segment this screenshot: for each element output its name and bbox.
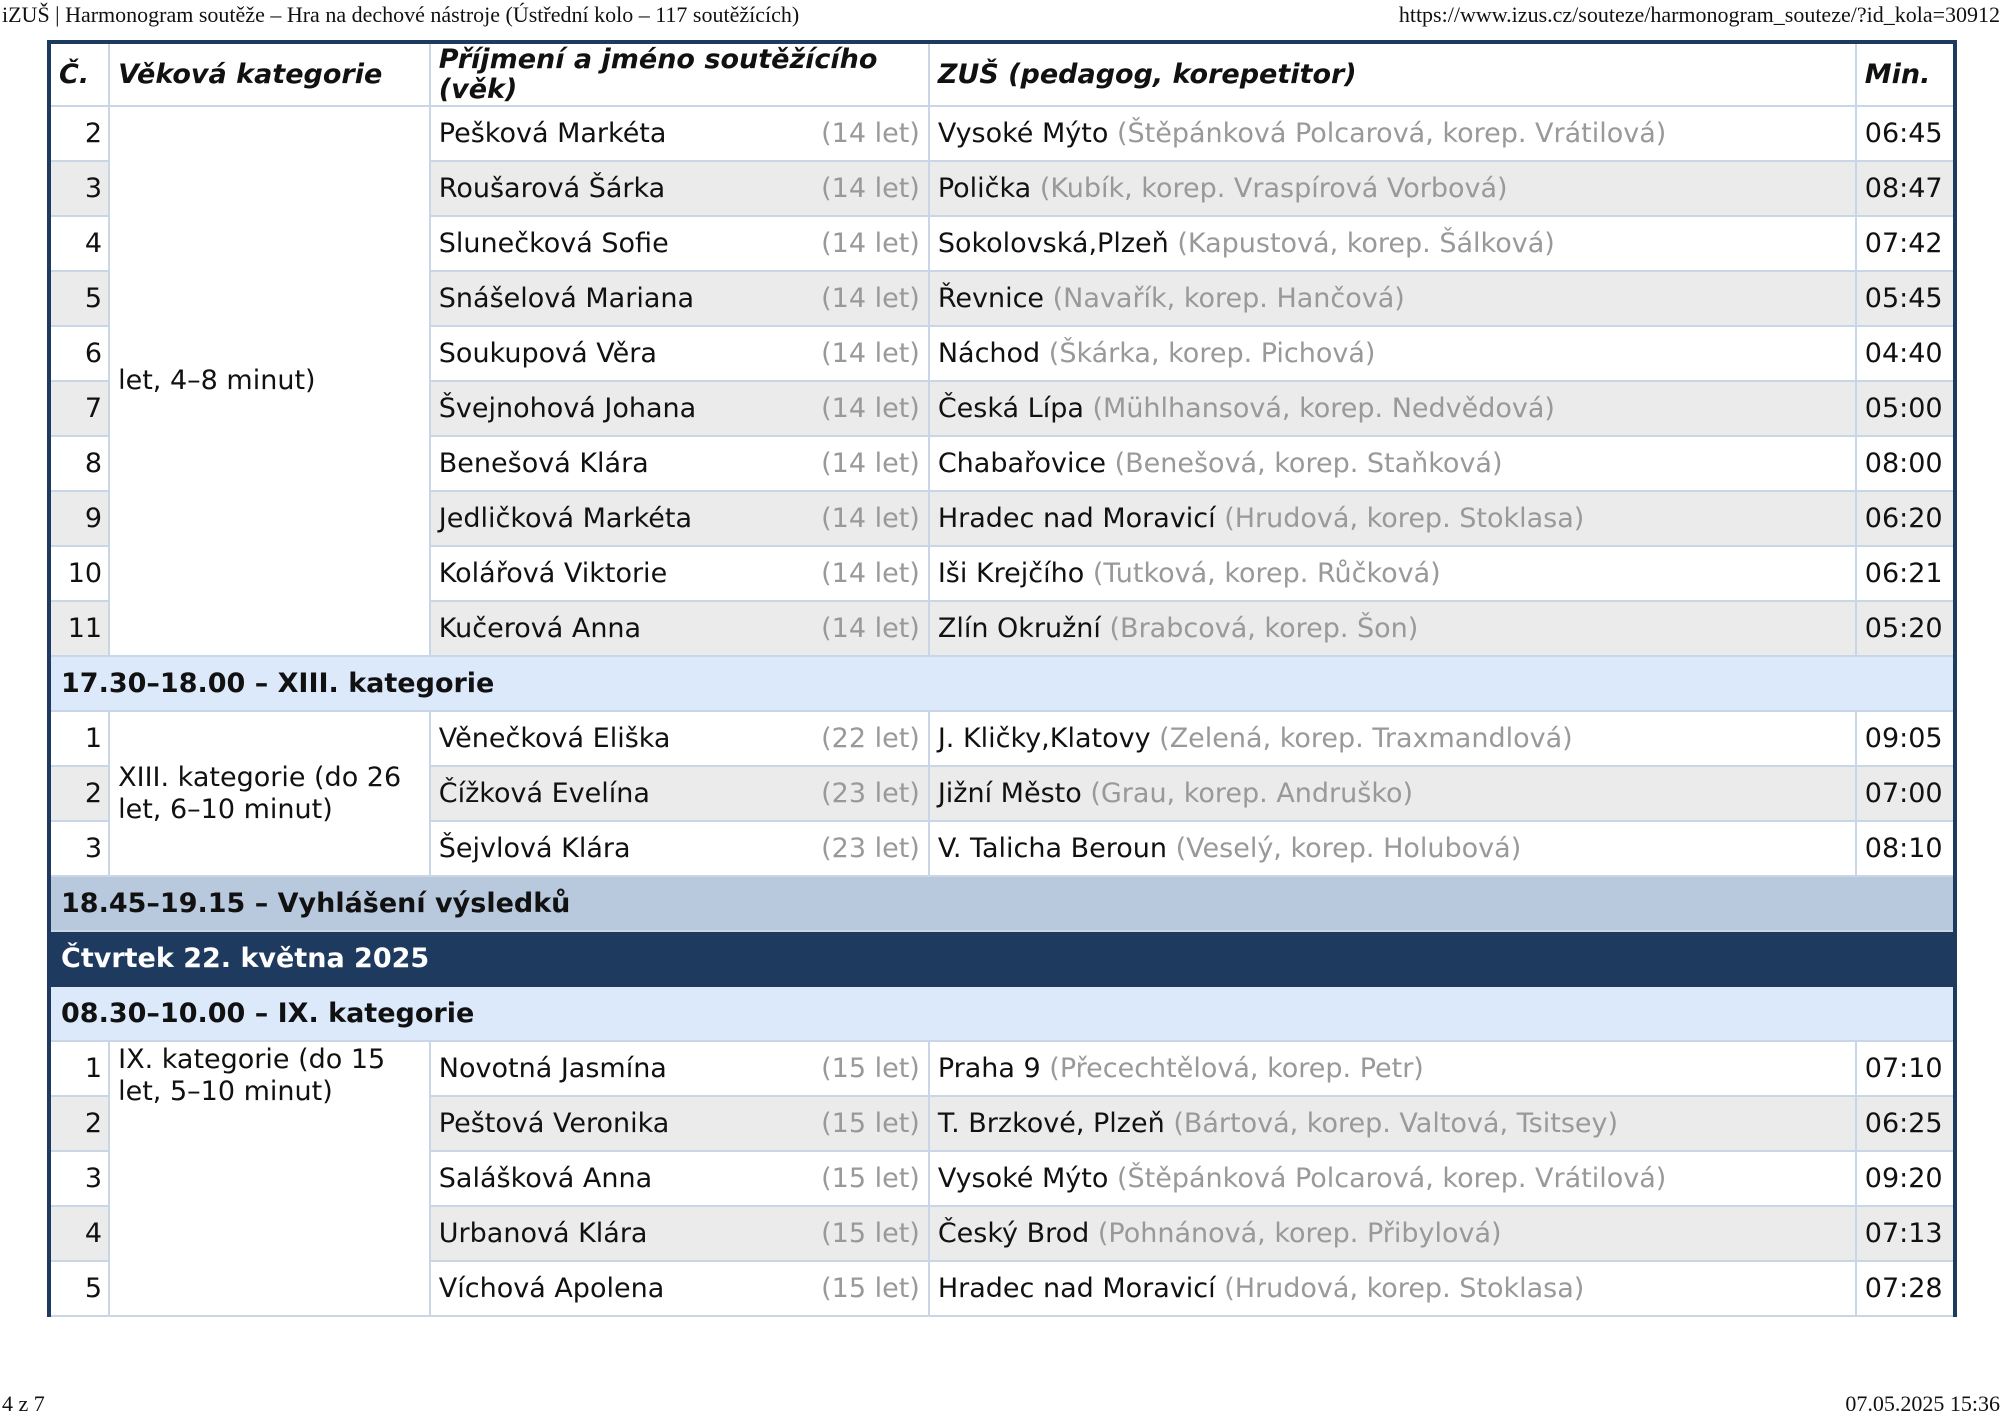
contestant-name: Novotná Jasmína	[438, 1053, 667, 1084]
print-footer	[0, 1392, 2000, 1416]
results-announcement: 18.45–19.15 – Vyhlášení výsledků	[51, 876, 1953, 931]
header-name: Příjmení a jméno soutěžícího (věk)	[430, 44, 929, 106]
duration: 05:00	[1856, 381, 1953, 436]
age-category: IX. kategorie (do 15 let, 5–10 minut)	[109, 1041, 430, 1316]
duration: 08:00	[1856, 436, 1953, 491]
contestant-age: (14 let)	[821, 503, 920, 534]
school-cell	[929, 161, 1856, 216]
contestant-name: Soukupová Věra	[438, 338, 657, 369]
row-number: 11	[51, 601, 109, 656]
teachers: (Grau, korep. Andruško)	[1090, 778, 1414, 809]
duration: 06:45	[1856, 106, 1953, 161]
school-name: Náchod	[937, 338, 1041, 369]
contestant-name: Čížková Evelína	[438, 778, 650, 809]
contestant-name: Víchová Apolena	[438, 1273, 665, 1304]
teachers: (Škárka, korep. Pichová)	[1048, 338, 1376, 369]
contestant-cell	[430, 1151, 929, 1206]
contestant-age: (14 let)	[821, 613, 920, 644]
row-number: 9	[51, 491, 109, 546]
contestant-cell	[430, 1041, 929, 1096]
duration: 09:20	[1856, 1151, 1953, 1206]
school-cell	[929, 326, 1856, 381]
row-number: 2	[51, 106, 109, 161]
school-name: Český Brod	[937, 1218, 1090, 1249]
contestant-age: (14 let)	[821, 283, 920, 314]
duration: 05:45	[1856, 271, 1953, 326]
contestant-age: (15 let)	[821, 1163, 920, 1194]
school-cell	[929, 546, 1856, 601]
table-row	[51, 1041, 1953, 1096]
contestant-age: (14 let)	[821, 448, 920, 479]
contestant-cell	[430, 491, 929, 546]
row-number: 3	[51, 161, 109, 216]
school-cell	[929, 106, 1856, 161]
contestant-age: (15 let)	[821, 1273, 920, 1304]
schedule-table	[51, 44, 1953, 1317]
contestant-cell	[430, 216, 929, 271]
teachers: (Veselý, korep. Holubová)	[1175, 833, 1522, 864]
duration: 07:00	[1856, 766, 1953, 821]
school-name: Chabařovice	[937, 448, 1106, 479]
school-cell	[929, 491, 1856, 546]
contestant-name: Věnečková Eliška	[438, 723, 671, 754]
section-heading-row	[51, 986, 1953, 1041]
contestant-name: Benešová Klára	[438, 448, 649, 479]
contestant-cell	[430, 601, 929, 656]
contestant-age: (14 let)	[821, 173, 920, 204]
contestant-age: (23 let)	[821, 778, 920, 809]
contestant-age: (15 let)	[821, 1218, 920, 1249]
teachers: (Pohnánová, korep. Přibylová)	[1097, 1218, 1502, 1249]
duration: 08:47	[1856, 161, 1953, 216]
header-category: Věková kategorie	[109, 44, 430, 106]
row-number: 4	[51, 1206, 109, 1261]
school-name: V. Talicha Beroun	[937, 833, 1168, 864]
contestant-name: Kolářová Viktorie	[438, 558, 668, 589]
contestant-cell	[430, 1261, 929, 1316]
table-header-row	[51, 44, 1953, 106]
teachers: (Brabcová, korep. Šon)	[1109, 613, 1419, 644]
print-datetime: 07.05.2025 15:36	[1845, 1391, 2000, 1416]
contestant-name: Snášelová Mariana	[438, 283, 695, 314]
contestant-cell	[430, 106, 929, 161]
teachers: (Zelená, korep. Traxmandlová)	[1159, 723, 1573, 754]
row-number: 3	[51, 1151, 109, 1206]
duration: 07:28	[1856, 1261, 1953, 1316]
header-min: Min.	[1856, 44, 1953, 106]
duration: 07:10	[1856, 1041, 1953, 1096]
duration: 07:42	[1856, 216, 1953, 271]
row-number: 3	[51, 821, 109, 876]
row-number: 1	[51, 1041, 109, 1096]
school-cell	[929, 436, 1856, 491]
school-name: J. Kličky,Klatovy	[937, 723, 1151, 754]
row-number: 6	[51, 326, 109, 381]
school-name: T. Brzkové, Plzeň	[937, 1108, 1165, 1139]
school-name: Polička	[937, 173, 1032, 204]
duration: 07:13	[1856, 1206, 1953, 1261]
contestant-age: (15 let)	[821, 1053, 920, 1084]
teachers: (Bártová, korep. Valtová, Tsitsey)	[1173, 1108, 1619, 1139]
print-header	[0, 0, 2000, 30]
school-cell	[929, 1041, 1856, 1096]
contestant-name: Jedličková Markéta	[438, 503, 692, 534]
school-name: Sokolovská,Plzeň	[937, 228, 1169, 259]
teachers: (Hrudová, korep. Stoklasa)	[1224, 1273, 1585, 1304]
contestant-age: (23 let)	[821, 833, 920, 864]
school-cell	[929, 271, 1856, 326]
page-number: 4 z 7	[2, 1391, 45, 1416]
teachers: (Kapustová, korep. Šálková)	[1177, 228, 1555, 259]
contestant-name: Urbanová Klára	[438, 1218, 648, 1249]
contestant-name: Slunečková Sofie	[438, 228, 669, 259]
print-header-url: https://www.izus.cz/souteze/harmonogram_souteze/?id_kola=30912	[1398, 2, 2000, 27]
row-number: 8	[51, 436, 109, 491]
day-heading: Čtvrtek 22. května 2025	[51, 931, 1953, 986]
school-name: Praha 9	[937, 1053, 1041, 1084]
row-number: 7	[51, 381, 109, 436]
contestant-cell	[430, 1096, 929, 1151]
contestant-name: Kučerová Anna	[438, 613, 642, 644]
teachers: (Přecechtělová, korep. Petr)	[1049, 1053, 1424, 1084]
teachers: (Benešová, korep. Staňková)	[1114, 448, 1503, 479]
contestant-cell	[430, 1206, 929, 1261]
contestant-cell	[430, 381, 929, 436]
school-cell	[929, 1261, 1856, 1316]
school-cell	[929, 821, 1856, 876]
contestant-cell	[430, 436, 929, 491]
contestant-name: Roušarová Šárka	[438, 173, 666, 204]
results-announcement-row	[51, 876, 1953, 931]
header-school: ZUŠ (pedagog, korepetitor)	[929, 44, 1856, 106]
duration: 06:20	[1856, 491, 1953, 546]
row-number: 2	[51, 766, 109, 821]
duration: 09:05	[1856, 711, 1953, 766]
table-row	[51, 106, 1953, 161]
school-cell	[929, 1096, 1856, 1151]
school-name: Hradec nad Moravicí	[937, 1273, 1216, 1304]
section-heading: 17.30–18.00 – XIII. kategorie	[51, 656, 1953, 711]
contestant-name: Peštová Veronika	[438, 1108, 670, 1139]
age-category: XIII. kategorie (do 26 let, 6–10 minut)	[109, 711, 430, 876]
teachers: (Tutková, korep. Růčková)	[1092, 558, 1441, 589]
row-number: 2	[51, 1096, 109, 1151]
contestant-cell	[430, 766, 929, 821]
duration: 06:25	[1856, 1096, 1953, 1151]
table-body	[51, 106, 1953, 1316]
teachers: (Štěpánková Polcarová, korep. Vrátilová)	[1116, 1163, 1667, 1194]
contestant-cell	[430, 546, 929, 601]
row-number: 5	[51, 1261, 109, 1316]
contestant-name: Šejvlová Klára	[438, 833, 631, 864]
teachers: (Mühlhansová, korep. Nedvědová)	[1092, 393, 1555, 424]
schedule-table-container	[47, 40, 1957, 1317]
age-category: let, 4–8 minut)	[109, 106, 430, 656]
school-name: Vysoké Mýto	[937, 118, 1109, 149]
row-number: 5	[51, 271, 109, 326]
contestant-age: (14 let)	[821, 393, 920, 424]
table-row	[51, 711, 1953, 766]
contestant-cell	[430, 326, 929, 381]
contestant-name: Pešková Markéta	[438, 118, 667, 149]
duration: 04:40	[1856, 326, 1953, 381]
school-name: Jižní Město	[937, 778, 1082, 809]
contestant-cell	[430, 711, 929, 766]
row-number: 4	[51, 216, 109, 271]
school-cell	[929, 1151, 1856, 1206]
duration: 06:21	[1856, 546, 1953, 601]
teachers: (Navařík, korep. Hančová)	[1052, 283, 1405, 314]
teachers: (Štěpánková Polcarová, korep. Vrátilová)	[1116, 118, 1667, 149]
school-cell	[929, 381, 1856, 436]
school-name: Česká Lípa	[937, 393, 1084, 424]
school-cell	[929, 216, 1856, 271]
school-name: Iši Krejčího	[937, 558, 1085, 589]
contestant-age: (14 let)	[821, 338, 920, 369]
school-cell	[929, 766, 1856, 821]
contestant-age: (15 let)	[821, 1108, 920, 1139]
teachers: (Hrudová, korep. Stoklasa)	[1224, 503, 1585, 534]
contestant-age: (22 let)	[821, 723, 920, 754]
school-cell	[929, 711, 1856, 766]
school-name: Hradec nad Moravicí	[937, 503, 1216, 534]
contestant-name: Salášková Anna	[438, 1163, 653, 1194]
row-number: 10	[51, 546, 109, 601]
duration: 08:10	[1856, 821, 1953, 876]
day-heading-row	[51, 931, 1953, 986]
school-name: Řevnice	[937, 283, 1045, 314]
school-cell	[929, 601, 1856, 656]
row-number: 1	[51, 711, 109, 766]
school-cell	[929, 1206, 1856, 1261]
section-heading: 08.30–10.00 – IX. kategorie	[51, 986, 1953, 1041]
contestant-age: (14 let)	[821, 558, 920, 589]
duration: 05:20	[1856, 601, 1953, 656]
teachers: (Kubík, korep. Vraspírová Vorbová)	[1039, 173, 1508, 204]
school-name: Vysoké Mýto	[937, 1163, 1109, 1194]
contestant-cell	[430, 161, 929, 216]
contestant-age: (14 let)	[821, 118, 920, 149]
contestant-name: Švejnohová Johana	[438, 393, 697, 424]
section-heading-row	[51, 656, 1953, 711]
contestant-age: (14 let)	[821, 228, 920, 259]
header-num: Č.	[51, 44, 109, 106]
contestant-cell	[430, 821, 929, 876]
contestant-cell	[430, 271, 929, 326]
school-name: Zlín Okružní	[937, 613, 1101, 644]
print-header-title: iZUŠ | Harmonogram soutěže – Hra na dechové nástroje (Ústřední kolo – 117 soutěžících)	[2, 2, 800, 27]
